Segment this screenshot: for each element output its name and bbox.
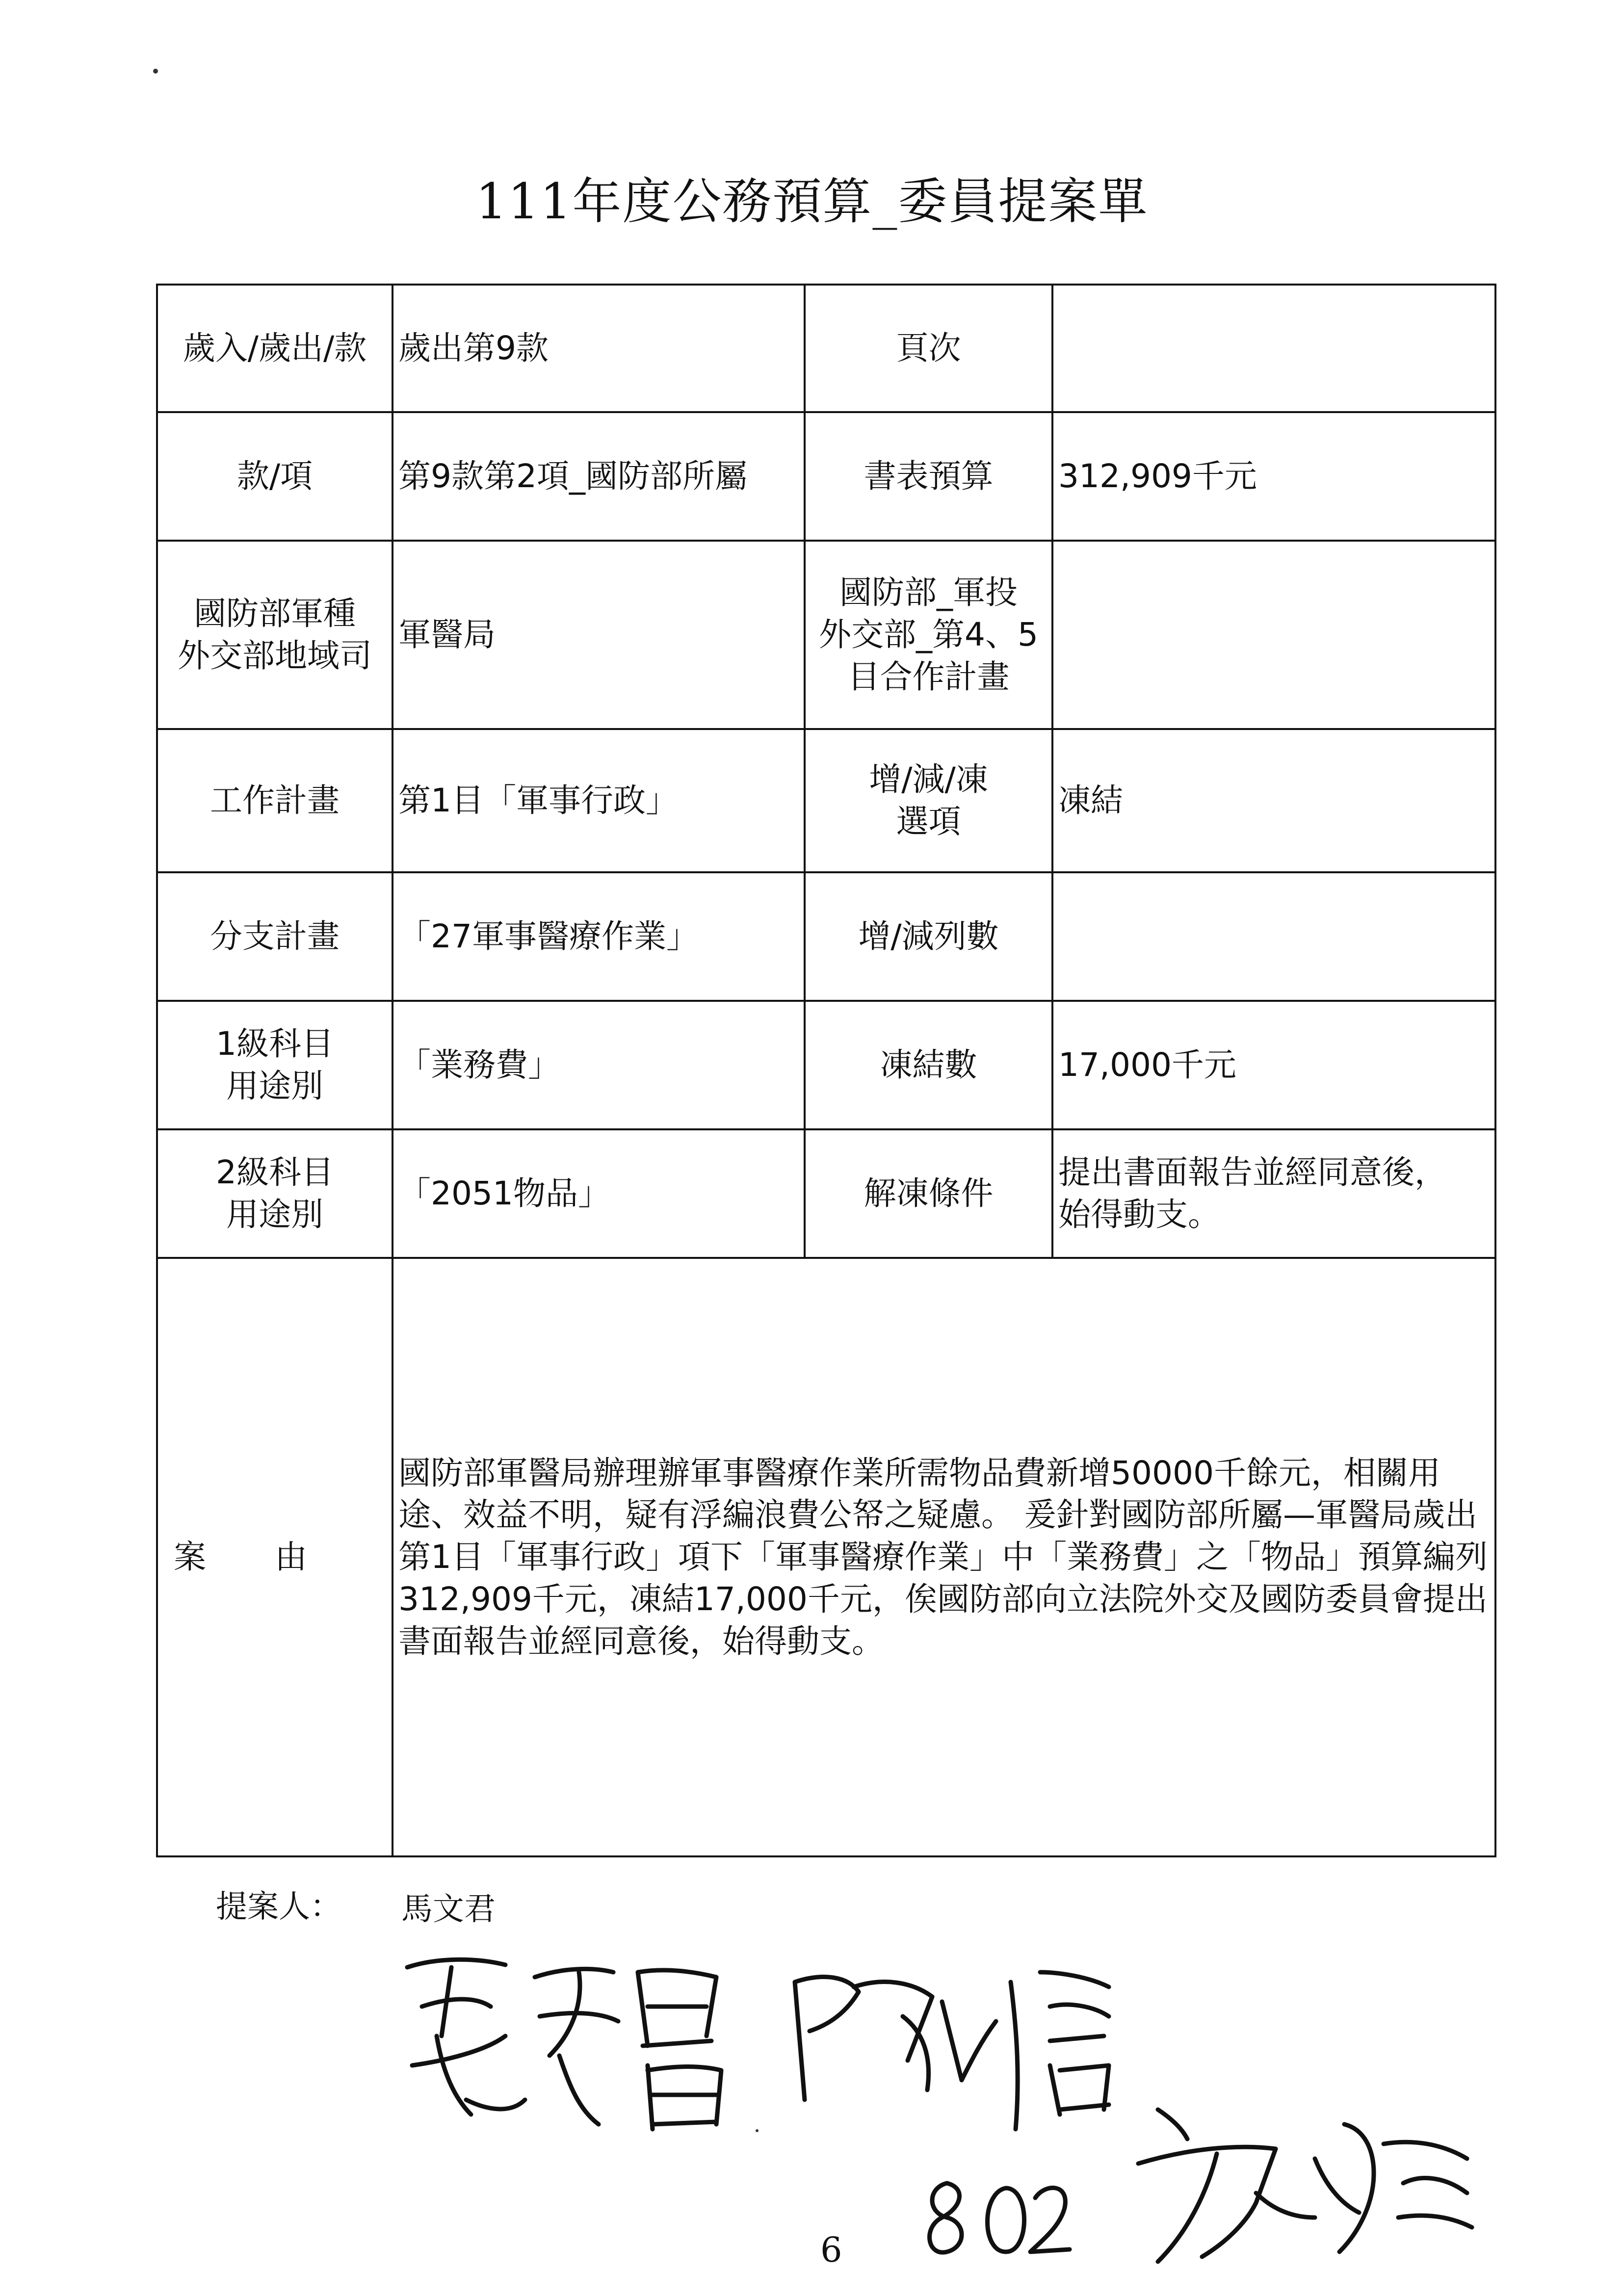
field-label: 書表預算 [805,412,1052,541]
field-label: 國防部_軍投 外交部_第4、5 目合作計畫 [805,541,1052,729]
field-value [1052,285,1495,412]
scan-speck [153,69,158,74]
field-value: 312,909千元 [1052,412,1495,541]
field-label: 國防部軍種 外交部地域司 [157,541,393,729]
field-value: 歲出第9款 [393,285,805,412]
field-value: 第9款第2項_國防部所屬 [393,412,805,541]
field-label: 增/減/凍 選項 [805,729,1052,872]
field-label: 工作計畫 [157,729,393,872]
field-value: 「業務費」 [393,1001,805,1129]
field-value: 17,000千元 [1052,1001,1495,1129]
field-value: 第1目「軍事行政」 [393,729,805,872]
field-label: 2級科目 用途別 [157,1129,393,1258]
form-row [157,285,1495,412]
field-label: 解凍條件 [805,1129,1052,1258]
proposer-name: 馬文君 [401,1891,496,1928]
form-row [157,541,1495,729]
field-value: 「27軍事醫療作業」 [393,872,805,1001]
field-value: 「2051物品」 [393,1129,805,1258]
field-value [1052,541,1495,729]
form-row [157,412,1495,541]
reason-text: 國防部軍醫局辦理辦軍事醫療作業所需物品費新增50000千餘元，相關用途、效益不明，疑有浮編浪費公帑之疑慮。 爰針對國防部所屬—軍醫局歲出第1目「軍事行政」項下「軍事醫療作業」中「業務費」之「物品」預算編列312,909千元，凍結17,000千元，俟國防部向立法院外交及國防委員會提出書面報告並經同意後，始得動支。 [393,1258,1495,1856]
form-row [157,872,1495,1001]
signature-ma-wen-chun [393,1938,736,2144]
field-value [1052,872,1495,1001]
proposal-form-table [156,284,1496,1857]
form-row [157,1129,1495,1258]
signature-chen-yi-hsin [785,1943,1128,2139]
field-label: 歲入/歲出/款 [157,285,393,412]
reason-label: 案由 [157,1258,393,1856]
signature-third-legislator [1128,2095,1482,2281]
handwritten-number-802 [913,2168,1070,2267]
scan-speck [756,2129,759,2132]
field-value: 提出書面報告並經同意後， 始得動支。 [1052,1129,1495,1258]
form-row [157,729,1495,872]
reason-row [157,1258,1495,1856]
field-value: 軍醫局 [393,541,805,729]
field-label: 頁次 [805,285,1052,412]
field-label: 增/減列數 [805,872,1052,1001]
page-number: 6 [820,2230,842,2270]
proposer-label: 提案人： [216,1889,341,1925]
field-value: 凍結 [1052,729,1495,872]
page-title: 111年度公務預算_委員提案單 [475,173,1149,230]
form-row [157,1001,1495,1129]
field-label: 款/項 [157,412,393,541]
field-label: 分支計畫 [157,872,393,1001]
field-label: 1級科目 用途別 [157,1001,393,1129]
field-label: 凍結數 [805,1001,1052,1129]
